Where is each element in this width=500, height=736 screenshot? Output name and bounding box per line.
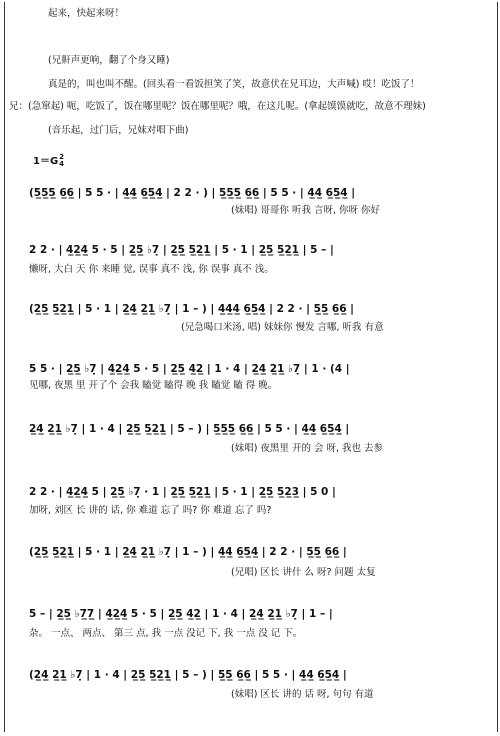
- time-top: 2: [59, 153, 65, 161]
- lyrics-line: (妹唱) 区长 讲的 话 呀, 句句 有道: [231, 689, 374, 700]
- notation-line: (2̲4̲ 2̲1̲ ♭7̣ | 1 · 4 | 2̲5̲ 5̲2̲1̲ | 5 – ) | 5̲5̲ 6̲6̲ | 5 5 · | 4̲4̲ 6̲5̲4̲ |: [29, 669, 347, 681]
- key-label: 1＝G: [33, 156, 59, 167]
- notation-line: 2 2 · | 4̲2̲4̲ 5 | 2̲5̲ ♭7̣ · 1 | 2̲5̲ 5̲2̲1̲ | 5 · 1 | 2̲5̲ 5̲2̲3̲ | 5 0 |: [29, 486, 336, 498]
- lyrics-line: 加呀, 刘区 长 讲的 话, 你 难道 忘了 吗? 你 难道 忘了 吗?: [29, 505, 272, 516]
- score-page: [4, 2, 498, 732]
- time-signature: [59, 154, 64, 168]
- notation-line: (5̲5̲5̲ 6̲6̲ | 5 5 · | 4̲4̲ 6̲5̲4̲ | 2 2 · ) | 5̲5̲5̲ 6̲6̲ | 5 5 · | 4̲4̲ 6̲5̲4̲ |: [29, 187, 356, 199]
- lyrics-line: (兄急喝口米汤, 唱) 妹妹你 慢发 言哪, 听我 有意: [181, 322, 384, 333]
- script-line: (音乐起，过门后，兄妹对唱下曲): [48, 125, 189, 136]
- lyrics-line: 懒呀, 大白 天 你 来睡 觉, 误事 真不 浅, 你 误事 真不 浅。: [29, 264, 274, 275]
- lyrics-line: (妹唱) 哥哥你 听我 言呀, 你呀 你好: [231, 205, 381, 216]
- script-line: 真是的，叫也叫不醒。(回头看一看饭担笑了笑，故意伏在兄耳边，大声喊) 哎！吃饭了！: [48, 79, 420, 90]
- lyrics-line: 杂。 一点、 两点、 第三 点, 我 一点 没记 下, 我 一点 没 记 下。: [29, 628, 303, 639]
- time-bottom: 4: [59, 160, 65, 168]
- notation-line: 5 – | 2̲5̲ ♭7̲7̲ | 4̲2̲4̲ 5 · 5 | 2̲5̲ 4̲2̲ | 1 · 4 | 2̲4̲ 2̲1̲ ♭7̣ | 1 – |: [29, 608, 333, 620]
- lyrics-line: (兄唱) 区长 讲什 么 呀? 问题 太复: [231, 567, 376, 578]
- notation-line: 2 2 · | 4̲2̲4̲ 5 · 5 | 2̲5̲ ♭7̣ | 2̲5̲ 5̲2̲1̲ | 5 · 1 | 2̲5̲ 5̲2̲1̲ | 5 – |: [29, 244, 334, 256]
- notation-line: 5 5 · | 2̲5̲ ♭7̣ | 4̲2̲4̲ 5 · 5 | 2̲5̲ 4̲2̲ | 1 · 4 | 2̲4̲ 2̲1̲ ♭7̣ | 1 · (4 |: [29, 363, 350, 375]
- notation-line: (2̲5̲ 5̲2̲1̲ | 5 · 1 | 2̲4̲ 2̲1̲ ♭7̣ | 1 – ) | 4̲4̲ 6̲5̲4̲ | 2 2 · | 5̲5̲ 6̲6̲ |: [29, 546, 347, 558]
- script-line: 兄：(急窜起) 呃，吃饭了，饭在哪里呢？饭在哪里呢？哦，在这儿呢。(拿起馍馍就吃，故意不理妹): [9, 101, 426, 112]
- notation-line: (2̲5̲ 5̲2̲1̲ | 5 · 1 | 2̲4̲ 2̲1̲ ♭7̣ | 1 – ) | 4̲4̲4̲ 6̲5̲4̲ | 2 2 · | 5̲5̲ 6̲6̲ |: [29, 303, 355, 315]
- key-signature: [33, 152, 64, 168]
- lyrics-line: 见哪, 夜黑 里 开了个 会我 瞌觉 瞌得 晚 我 瞌觉 瞌 得 晚。: [29, 380, 278, 391]
- script-line: 起来，快起来呀！: [48, 8, 125, 19]
- lyrics-line: (妹唱) 夜黑里 开的 会 呀, 我也 去参: [231, 443, 384, 454]
- script-line: (兄鼾声更响，翻了个身又睡): [48, 55, 170, 66]
- notation-line: 2̲4̲ 2̲1̲ ♭7̣ | 1 · 4 | 2̲5̲ 5̲2̲1̲ | 5 – ) | 5̲5̲5̲ 6̲6̲ | 5 5 · | 4̲4̲ 6̲5̲4̲ |: [29, 423, 350, 435]
